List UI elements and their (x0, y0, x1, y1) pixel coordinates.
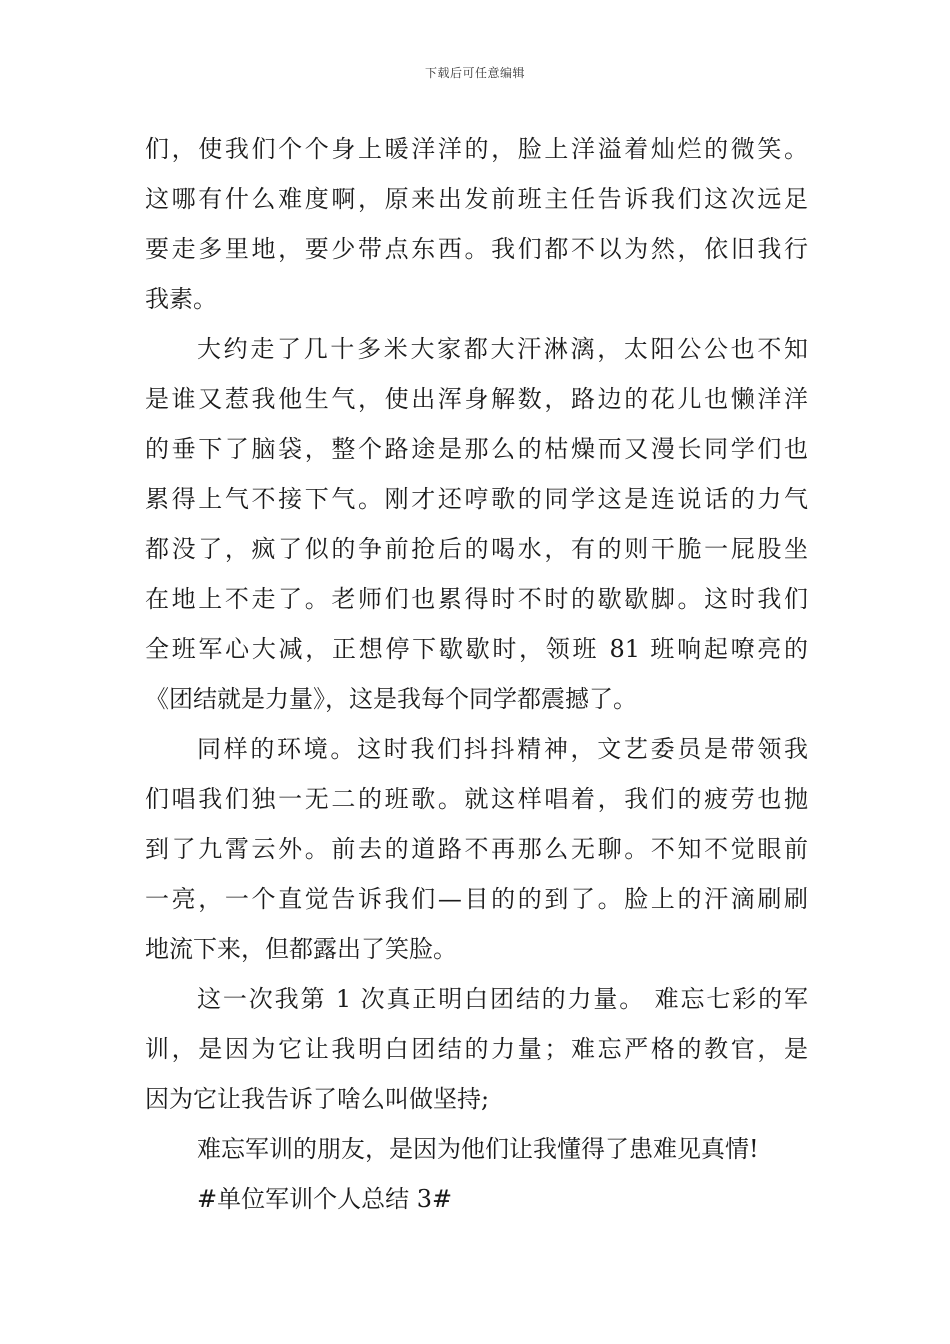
text-line: 大约走了几十多米大家都大汗淋漓，太阳公公也不知 (197, 335, 808, 363)
text-line: 同样的环境。这时我们抖抖精神，文艺委员是带领我 (197, 735, 808, 763)
paragraph-4 (145, 974, 808, 1124)
text-line: 《团结就是力量》，这是我每个同学都震撼了。 (145, 685, 637, 713)
text-line: 的垂下了脑袋，整个路途是那么的枯燥而又漫长同学们也 (145, 435, 808, 463)
text-line: 是谁又惹我他生气，使出浑身解数，路边的花儿也懒洋洋 (145, 385, 808, 413)
paragraph-1 (145, 124, 808, 324)
text-line: 们，使我们个个身上暖洋洋的，脸上洋溢着灿烂的微笑。 (145, 135, 808, 163)
paragraph-2 (145, 324, 808, 724)
paragraph-5 (145, 1124, 808, 1174)
section-heading (145, 1174, 808, 1224)
text-line: 这一次我第 1 次真正明白团结的力量。 难忘七彩的军 (197, 985, 808, 1013)
text-line: 到了九霄云外。前去的道路不再那么无聊。不知不觉眼前 (145, 835, 808, 863)
text-line: 全班军心大减，正想停下歇歇时，领班 81 班响起嘹亮的 (145, 635, 808, 663)
text-line: 累得上气不接下气。刚才还哼歌的同学这是连说话的力气 (145, 485, 808, 513)
page-header: 下载后可任意编辑 (424, 66, 525, 80)
text-line: 这哪有什么难度啊，原来出发前班主任告诉我们这次远足 (145, 185, 808, 213)
text-line: 要走多里地，要少带点东西。我们都不以为然，依旧我行 (145, 235, 808, 263)
section-heading-text: #单位军训个人总结 3# (197, 1185, 453, 1213)
text-line: 都没了，疯了似的争前抢后的喝水，有的则干脆一屁股坐 (145, 535, 808, 563)
text-line: 我素。 (145, 285, 217, 313)
text-line: 难忘军训的朋友，是因为他们让我懂得了患难见真情! (197, 1135, 759, 1163)
paragraph-3 (145, 724, 808, 974)
text-line: 因为它让我告诉了啥么叫做坚持; (145, 1085, 490, 1113)
text-line: 在地上不走了。老师们也累得时不时的歇歇脚。这时我们 (145, 585, 808, 613)
text-line: 们唱我们独一无二的班歌。就这样唱着，我们的疲劳也抛 (145, 785, 808, 813)
text-line: 一亮，一个直觉告诉我们—目的的到了。脸上的汗滴刷刷 (145, 885, 808, 913)
text-line: 地流下来，但都露出了笑脸。 (145, 935, 457, 963)
text-line: 训，是因为它让我明白团结的力量；难忘严格的教官，是 (145, 1035, 808, 1063)
document-body (145, 124, 808, 1224)
